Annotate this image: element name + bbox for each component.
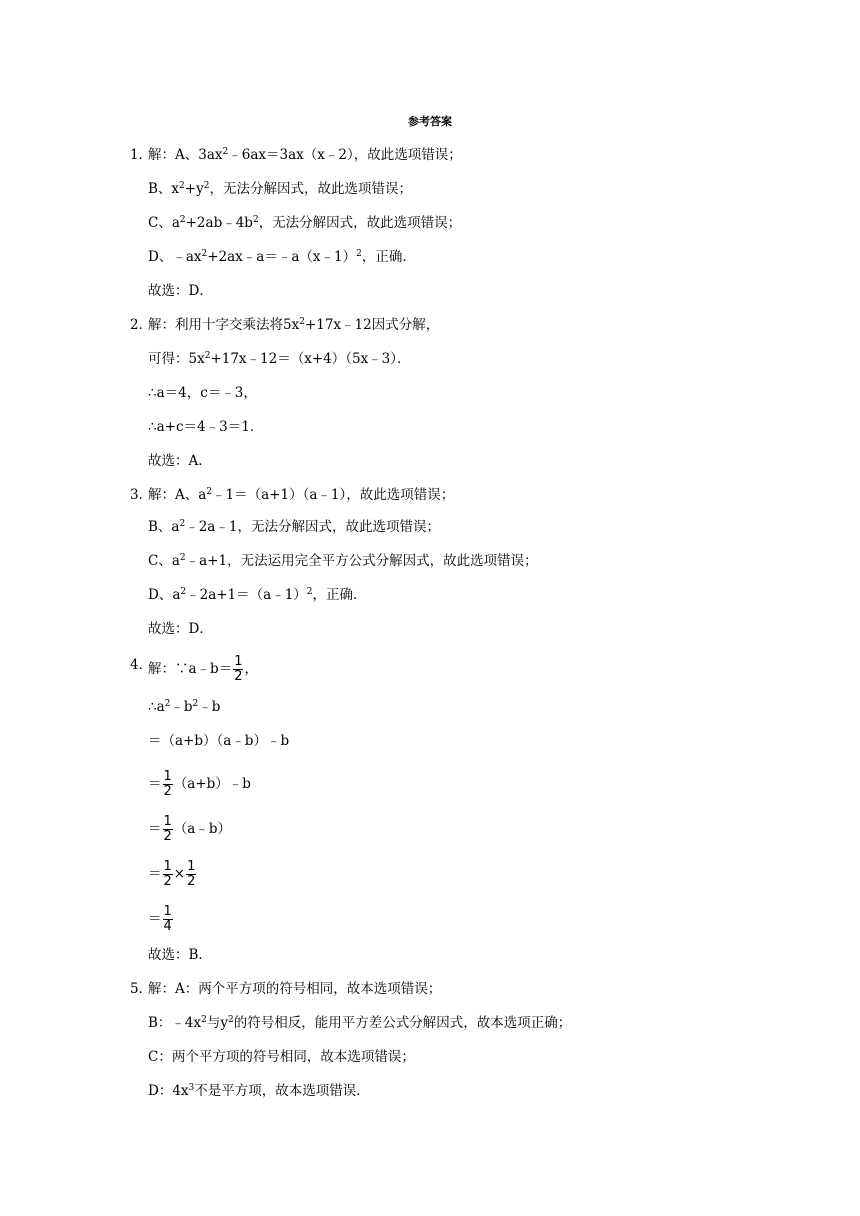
solution-line: ∴a+c＝4﹣3＝1． [148,419,264,435]
solution-line: ＝ $\frac{1}{4}$ [148,904,172,934]
answer-line: 故选：D． [148,283,213,299]
fraction: $\frac{1}{2}$ [187,859,196,889]
question-number: 5． [130,981,153,997]
question-number: 4． [130,657,153,673]
fraction: $\frac{1}{2}$ [163,859,172,889]
solution-line: 解：A、$a^2﹣1=(a+1)(a﹣1)$，故此选项错误； [148,487,455,503]
solution-line: 可得：$5x^2+17x﹣12=(x+4)(5x﹣3)$． [148,351,411,367]
fraction: $\frac{1}{2}$ [234,654,243,684]
solution-line: C：两个平方项的符号相同，故本选项错误； [148,1049,415,1065]
solution-line: ＝ $\frac{1}{2}$ × $\frac{1}{2}$ [148,859,196,889]
solution-line: C、$a^2﹣a+1$，无法运用完全平方公式分解因式，故此选项错误； [148,553,538,569]
fraction: $\frac{1}{2}$ [163,814,172,844]
solution-line: ＝ $\frac{1}{2}$ （a﹣b） [148,814,231,844]
solution-line: 解：∵a﹣b＝ $\frac{1}{2}$ ， [148,654,258,684]
fraction: $\frac{1}{2}$ [163,769,172,799]
question-number: 2． [130,317,153,333]
solution-line: D、$a^2﹣2a+1=(a﹣1)^2$，正确． [148,587,367,603]
solution-line: ∴a＝4，c＝﹣3， [148,385,257,401]
question-number: 3． [130,487,153,503]
solution-line: ＝ $\frac{1}{2}$ （a+b）﹣b [148,769,251,799]
solution-line: B、$a^2﹣2a﹣1$，无法分解因式，故此选项错误； [148,519,440,535]
question-number: 1． [130,147,153,163]
solution-line: 解：A：两个平方项的符号相同，故本选项错误； [148,981,442,997]
solution-line: $\therefore a^2﹣b^2﹣b$ [148,699,221,715]
answer-line: 故选：D． [148,621,213,637]
page-title: 参考答案 [408,115,452,128]
solution-line: ＝（a+b）（a﹣b）﹣b [148,733,290,749]
fraction: $\frac{1}{4}$ [163,904,172,934]
solution-line: B、$x^2+y^2$，无法分解因式，故此选项错误； [148,181,412,197]
solution-line: B：$﹣4x^2$与$y^2$的符号相反，能用平方差公式分解因式，故本选项正确； [148,1015,572,1031]
answer-line: 故选：B． [148,947,212,963]
solution-line: 解：利用十字交乘法将$5x^2+17x﹣12$因式分解， [148,317,440,333]
answer-line: 故选：A． [148,453,212,469]
solution-line: 解：A、$3ax^2﹣6ax=3ax(x﹣2)$，故此选项错误； [148,147,462,163]
solution-line: C、$a^2+2ab﹣4b^2$，无法分解因式，故此选项错误； [148,215,462,231]
solution-line: D：$4x^3$不是平方项，故本选项错误． [148,1083,370,1099]
solution-line: D、$﹣ax^2+2ax﹣a=﹣a(x﹣1)^2$，正确． [148,249,416,265]
